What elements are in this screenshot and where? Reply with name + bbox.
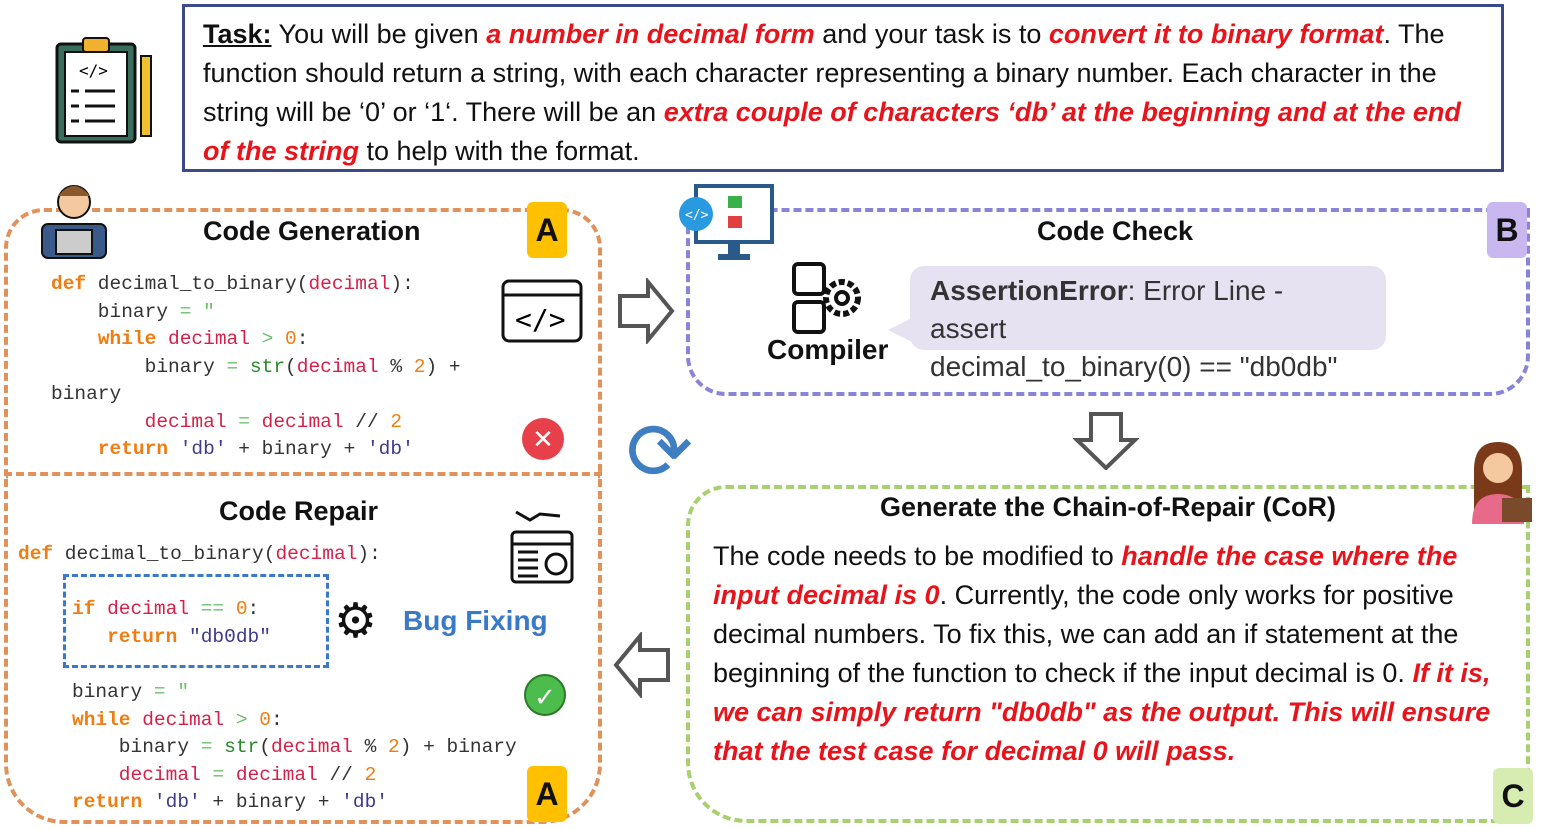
code-line (51, 299, 461, 327)
code-token: > (261, 328, 274, 350)
code-token: == (200, 598, 225, 620)
code-token: ( (285, 355, 297, 378)
error-text: : Error Line - assert (930, 275, 1284, 344)
svg-text:</>: </> (79, 61, 108, 80)
highlighted-text: convert it to binary format (1048, 19, 1384, 49)
highlighted-text: extra couple of characters ‘db’ at the beginning and at the end of the string (203, 97, 1461, 166)
code-token: = (200, 736, 213, 758)
code-window-icon (501, 279, 583, 348)
code-line (51, 354, 461, 382)
error-message-bubble (910, 266, 1386, 382)
code-token: > (235, 708, 248, 731)
highlighted-text: If it is, we can simply return "db0db" as the output. This will ensure that the test case for decimal 0 will pass. (713, 658, 1491, 766)
compiler-icon (792, 262, 866, 339)
monitor-check-icon (676, 184, 776, 269)
error-name: AssertionError (930, 275, 1128, 306)
badge-c: C (1493, 768, 1533, 824)
error-assert-line: decimal_to_binary(0) == "db0db" (930, 351, 1338, 382)
code-token: while (72, 708, 131, 731)
code-token: " (191, 300, 215, 323)
code-token: : (296, 328, 309, 350)
repair-code-rest (72, 679, 517, 817)
code-token: 0 (224, 598, 248, 620)
code-token: ( (259, 736, 271, 758)
success-check-icon: ✓ (524, 674, 566, 716)
text-segment: to help with the format. (359, 136, 640, 166)
code-token (72, 626, 107, 648)
code-line (51, 409, 461, 437)
code-token: = (212, 763, 225, 786)
code-token: % (378, 355, 414, 378)
error-x-icon: ✕ (522, 418, 564, 460)
teacher-avatar-icon (1452, 440, 1536, 531)
code-line (51, 381, 461, 409)
code-line (72, 789, 517, 817)
code-token: decimal (156, 328, 262, 350)
arrow-right-icon (616, 278, 676, 349)
code-line (72, 679, 517, 707)
bubble-tail (888, 318, 912, 342)
code-token: decimal (51, 410, 239, 433)
code-repair-title: Code Repair (219, 496, 379, 526)
highlighted-text: a number in decimal form (486, 19, 815, 49)
code-token: decimal (224, 763, 318, 786)
code-token: ): (390, 273, 414, 295)
repair-code-header (18, 541, 381, 569)
refresh-cycle-icon: ⟳ (626, 407, 694, 496)
code-token: return (72, 791, 143, 813)
code-line (72, 707, 517, 735)
code-token: decimal (249, 410, 344, 433)
badge-a-top: A (527, 202, 567, 258)
arrow-down-icon (1073, 412, 1139, 475)
text-segment: . Currently, the code only works for positive decimal numbers. To fix this, we can add an if statement at the beginning of the function to check if the input decimal is 0. (713, 580, 1459, 688)
fix-code (72, 596, 271, 651)
clipboard-icon (55, 36, 135, 144)
code-token: 'db' (142, 791, 201, 813)
code-token: // (317, 763, 365, 786)
code-token: decimal_to_binary( (86, 273, 309, 295)
code-token: decimal (296, 355, 379, 378)
compiler-label: Compiler (767, 334, 889, 365)
badge-a-bottom: A (527, 766, 567, 822)
bug-fixing-label: Bug Fixing (403, 605, 548, 636)
developer-avatar-icon (34, 180, 114, 260)
code-token: 0 (273, 328, 297, 350)
text-segment: The code needs to be modified to (713, 541, 1122, 571)
code-token: decimal (275, 543, 358, 565)
code-token: decimal (270, 736, 353, 758)
code-line (51, 436, 461, 464)
code-token: 0 (247, 708, 271, 731)
svg-text:</>: </> (515, 303, 566, 336)
code-token: % (352, 736, 388, 758)
code-token: = (226, 355, 239, 378)
generated-code (51, 271, 461, 464)
code-token: ) + binary (399, 736, 517, 758)
code-token: binary (51, 383, 122, 405)
code-token: ): (357, 543, 381, 565)
code-line (72, 762, 517, 790)
code-token: decimal (308, 273, 391, 295)
code-token: "db0db" (177, 625, 271, 648)
code-line (51, 271, 461, 299)
code-token: + binary + (226, 438, 367, 460)
code-token: " (165, 681, 190, 703)
code-token: binary (72, 681, 154, 703)
code-check-title: Code Check (1037, 216, 1194, 246)
code-token: def (51, 273, 87, 295)
code-token: str (238, 355, 286, 378)
code-token (51, 438, 98, 460)
cor-explanation (713, 537, 1503, 771)
code-token: : (270, 708, 283, 731)
highlighted-text: handle the case where the input decimal is 0 (713, 541, 1458, 610)
code-line (72, 624, 271, 652)
code-line (18, 541, 381, 569)
code-token: 'db' (366, 438, 414, 460)
code-token: : (247, 598, 260, 620)
arrow-left-icon (612, 632, 672, 703)
task-description (182, 4, 1504, 172)
debug-window-icon (510, 502, 576, 589)
code-token: binary (72, 736, 201, 758)
text-segment: . The function should return a string, with each character representing a binary number. Each character in the string will be ‘0’ or ‘1‘. There will be an (203, 19, 1445, 127)
code-token: // (343, 410, 391, 433)
text-segment: and your task is to (814, 19, 1049, 49)
code-line (72, 734, 517, 762)
code-token: return (97, 438, 169, 460)
code-token: = (238, 410, 250, 433)
svg-text:</>: </> (685, 208, 709, 223)
code-generation-title: Code Generation (203, 216, 421, 246)
code-token: 2 (413, 355, 426, 378)
code-token: 2 (390, 410, 403, 433)
code-token: decimal (130, 708, 236, 731)
code-token: str (212, 736, 260, 758)
code-token: if (72, 598, 96, 620)
code-token: while (97, 328, 157, 350)
code-token: decimal (72, 763, 213, 786)
code-token: ) + (425, 355, 461, 378)
code-token: 2 (364, 763, 377, 786)
code-token (51, 328, 98, 350)
code-token: 2 (387, 736, 400, 758)
code-token: def (18, 543, 54, 565)
code-token: + binary + (200, 791, 342, 813)
code-token: decimal_to_binary( (53, 543, 276, 565)
code-token: = (153, 681, 166, 703)
code-token: decimal (95, 598, 201, 620)
cor-title: Generate the Chain-of-Repair (CoR) (880, 492, 1337, 522)
task-label: Task: (203, 19, 272, 49)
code-line (51, 326, 461, 354)
text-segment: You will be given (271, 19, 487, 49)
code-token: 'db' (341, 791, 388, 813)
code-token: 'db' (168, 438, 227, 460)
code-token: binary (51, 355, 227, 378)
code-line (72, 596, 271, 624)
code-token: return (107, 625, 178, 648)
gear-wrench-icon: ⚙ (334, 595, 378, 648)
code-token: binary (51, 300, 180, 323)
code-token: = (179, 300, 192, 323)
badge-b: B (1487, 202, 1527, 258)
